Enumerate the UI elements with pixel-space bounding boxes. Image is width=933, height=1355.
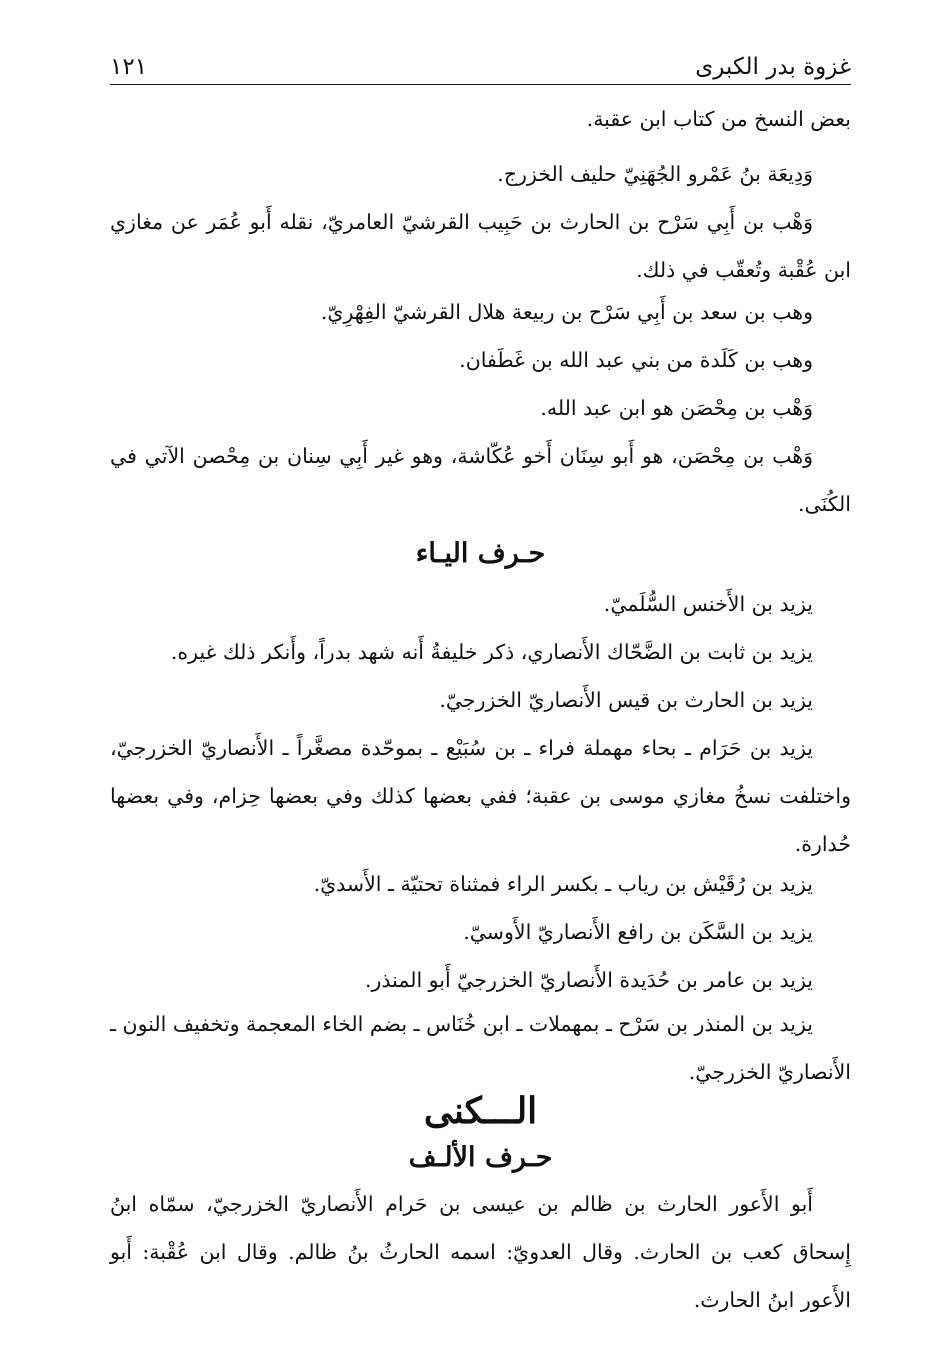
running-header xyxy=(110,40,851,85)
paragraph: أَبو الأَعور الحارث بن ظالم بن عيسى بن حَرام الأَنصاريّ الخزرجيّ، سمّاه ابنُ إِسحاق كعب بن الحارث. وقال العدويّ: اسمه الحارثُ بنُ ظالم. وقال ابن عُقْبة: أَبو الأَعور ابنُ الحارث. xyxy=(110,1192,851,1312)
section-heading-alif: حـرف الألـف xyxy=(408,1142,553,1173)
paragraph: وهب بن سعد بن أَبِي سَرْح بن ربيعة هلال القرشيّ الفِهْرِيّ. xyxy=(320,300,813,324)
paragraph: وَهْب بن مِحْصَن، هو أَبو سِنَان أَخو عُكّاشة، وهو غير أَبِي سِنان بن مِحْصن الآتي في الكُنَى. xyxy=(110,444,851,516)
paragraph: يزيد بن الحارث بن قيس الأَنصاريّ الخزرجيّ. xyxy=(439,688,813,712)
paragraph: يزيد بن عامر بن حُدَيدة الأَنصاريّ الخزرجيّ أَبو المنذر. xyxy=(365,968,813,992)
paragraph: يزيد بن رُقَيْش بن رياب ـ بكسر الراء فمثناة تحتيّة ـ الأَسديّ. xyxy=(313,872,813,896)
running-title: غزوة بدر الكبرى xyxy=(695,54,851,80)
paragraph: يزيد بن حَرَام ـ بحاء مهملة فراء ـ بن سُبَيْع ـ بموحّدة مصغَّراً ـ الأَنصاريّ الخزرجيّ، واختلفت نسخُ مغازي موسى بن عقبة؛ ففي بعضها كذلك وفي بعضها حِزام، وفي بعضها حُدارة. xyxy=(110,736,851,856)
paragraph: يزيد بن ثابت بن الضَّحّاك الأَنصاري، ذكر خليفةُ أَنه شهد بدراً، وأَنكر ذلك غيره. xyxy=(170,640,813,664)
section-heading-ya: حـرف اليـاء xyxy=(415,538,546,569)
paragraph: بعض النسخ من كتاب ابن عقبة. xyxy=(586,107,851,131)
page-number: ١٢١ xyxy=(110,54,148,80)
paragraph: وَهْب بن مِحْصَن هو ابن عبد الله. xyxy=(540,396,813,420)
paragraph: وَهْب بن أَبِي سَرْح بن الحارث بن حَبِيب القرشيّ العامريّ، نقله أَبو عُمَر عن مغازي ابن عُقْبة وتُعقّب في ذلك. xyxy=(110,210,851,282)
paragraph: يزيد بن السَّكَن بن رافع الأَنصاريّ الأَوسيّ. xyxy=(463,920,813,944)
section-heading-kuna: الـــكنى xyxy=(423,1090,538,1132)
paragraph: وهب بن كَلَدة من بني عبد الله بن غَطَفان. xyxy=(459,348,813,372)
paragraph: يزيد بن المنذر بن سَرْح ـ بمهملات ـ ابن خُنَاس ـ بضم الخاء المعجمة وتخفيف النون ـ الأَنصاريّ الخزرجيّ. xyxy=(110,1012,851,1084)
paragraph: وَدِيعَة بنُ عَمْرو الجُهَنِيّ حليف الخزرج. xyxy=(497,162,813,186)
paragraph: يزيد بن الأَخنس السُّلَميّ. xyxy=(603,592,813,616)
